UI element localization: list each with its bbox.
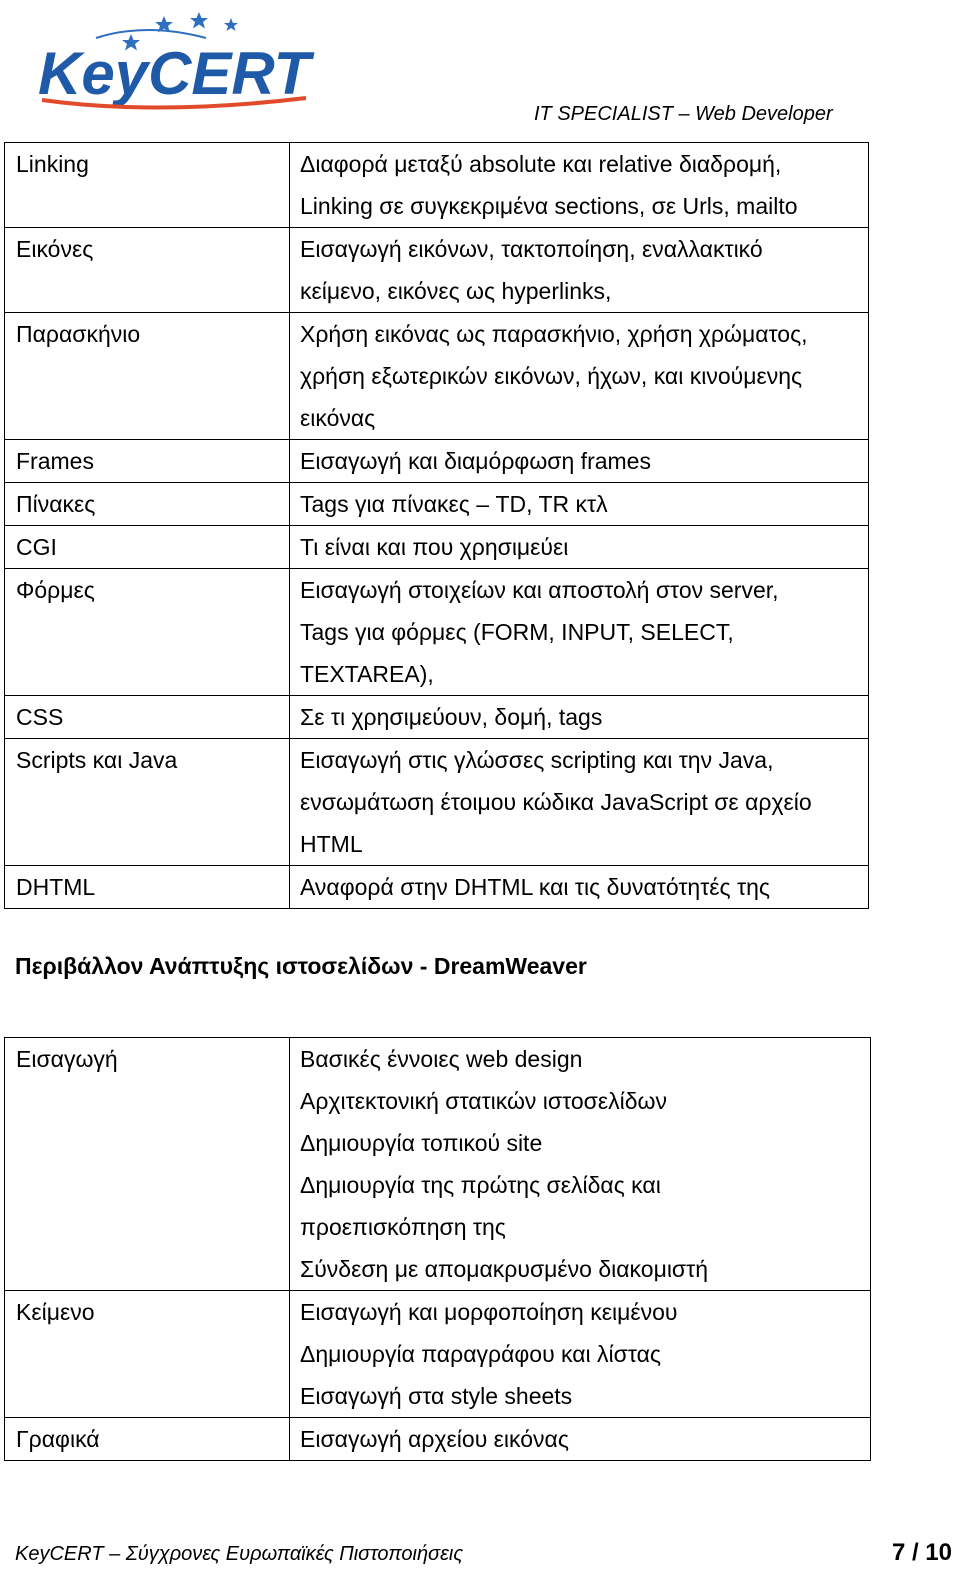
topic-cell: Παρασκήνιο xyxy=(5,313,290,440)
description-cell xyxy=(290,1038,871,1291)
syllabus-table-html xyxy=(4,142,869,909)
page-number: 7 / 10 xyxy=(891,1539,952,1566)
topic-cell: Εικόνες xyxy=(5,228,290,313)
description-line: Εισαγωγή εικόνων, τακτοποίηση, εναλλακτικό xyxy=(300,236,763,262)
table-row xyxy=(5,1038,871,1291)
table-row xyxy=(5,866,869,909)
description-line: Linking σε συγκεκριμένα sections, σε Urls, mailto xyxy=(300,193,798,219)
topic-cell: CGI xyxy=(5,526,290,569)
description-cell xyxy=(290,483,869,526)
description-line: Αρχιτεκτονική στατικών ιστοσελίδων xyxy=(300,1088,667,1114)
description-line: Διαφορά μεταξύ absolute και relative διαδρομή, xyxy=(300,151,782,177)
description-line: Χρήση εικόνας ως παρασκήνιο, χρήση χρώματος, xyxy=(300,321,808,347)
description-line: Τι είναι και που χρησιμεύει xyxy=(300,534,569,560)
table-row xyxy=(5,696,869,739)
table-row xyxy=(5,569,869,696)
description-line: Tags για πίνακες – TD, TR κτλ xyxy=(300,491,608,517)
description-line: Βασικές έννοιες web design xyxy=(300,1046,583,1072)
table-row xyxy=(5,228,869,313)
description-cell xyxy=(290,143,869,228)
keycert-logo xyxy=(36,8,316,112)
description-line: Σε τι χρησιμεύουν, δομή, tags xyxy=(300,704,603,730)
table-row xyxy=(5,1291,871,1418)
description-line: HTML xyxy=(300,831,363,857)
description-line: Δημιουργία τοπικού site xyxy=(300,1130,543,1156)
description-cell xyxy=(290,228,869,313)
description-line: Δημιουργία παραγράφου και λίστας xyxy=(300,1341,662,1367)
description-line: ενσωμάτωση έτοιμου κώδικα JavaScript σε αρχείο xyxy=(300,789,812,815)
description-line: εικόνας xyxy=(300,405,376,431)
topic-cell: Frames xyxy=(5,440,290,483)
description-line: TEXTAREA), xyxy=(300,661,434,687)
description-line: Tags για φόρμες (FORM, INPUT, SELECT, xyxy=(300,619,734,645)
table-row xyxy=(5,526,869,569)
keycert-logo-graphic xyxy=(36,8,316,112)
table-row xyxy=(5,143,869,228)
section-heading: Περιβάλλον Ανάπτυξης ιστοσελίδων - DreamWeaver xyxy=(15,953,587,979)
topic-cell: Κείμενο xyxy=(5,1291,290,1418)
topic-cell: DHTML xyxy=(5,866,290,909)
topic-cell: Linking xyxy=(5,143,290,228)
description-line: Εισαγωγή στα style sheets xyxy=(300,1383,573,1409)
description-cell xyxy=(290,526,869,569)
description-cell xyxy=(290,866,869,909)
table-row xyxy=(5,1418,871,1461)
description-cell xyxy=(290,569,869,696)
description-cell xyxy=(290,696,869,739)
topic-cell: Φόρμες xyxy=(5,569,290,696)
footer-text: KeyCERT – Σύγχρονες Ευρωπαϊκές Πιστοποιήσεις xyxy=(15,1543,464,1565)
description-line: Αναφορά στην DHTML και τις δυνατότητές της xyxy=(300,874,770,900)
table-row xyxy=(5,483,869,526)
description-line: Εισαγωγή και μορφοποίηση κειμένου xyxy=(300,1299,678,1325)
table-row xyxy=(5,440,869,483)
description-line: Εισαγωγή στις γλώσσες scripting και την Java, xyxy=(300,747,774,773)
table-row xyxy=(5,313,869,440)
topic-cell: Πίνακες xyxy=(5,483,290,526)
header-subtitle: IT SPECIALIST – Web Developer xyxy=(534,103,833,125)
description-cell xyxy=(290,1291,871,1418)
table-row xyxy=(5,739,869,866)
description-line: Εισαγωγή στοιχείων και αποστολή στον server, xyxy=(300,577,779,603)
topic-cell: Εισαγωγή xyxy=(5,1038,290,1291)
syllabus-table-dreamweaver xyxy=(4,1037,871,1461)
topic-cell: Γραφικά xyxy=(5,1418,290,1461)
description-line: Δημιουργία της πρώτης σελίδας και xyxy=(300,1172,661,1198)
description-line: Εισαγωγή και διαμόρφωση frames xyxy=(300,448,651,474)
topic-cell: Scripts και Java xyxy=(5,739,290,866)
description-line: Σύνδεση με απομακρυσμένο διακομιστή xyxy=(300,1256,709,1282)
description-cell xyxy=(290,313,869,440)
description-line: χρήση εξωτερικών εικόνων, ήχων, και κινούμενης xyxy=(300,363,803,389)
description-line: Εισαγωγή αρχείου εικόνας xyxy=(300,1426,569,1452)
description-cell xyxy=(290,739,869,866)
description-line: προεπισκόπηση της xyxy=(300,1214,506,1240)
logo-wordmark: KeyCERT xyxy=(38,40,311,107)
description-line: κείμενο, εικόνες ως hyperlinks, xyxy=(300,278,612,304)
description-cell xyxy=(290,440,869,483)
topic-cell: CSS xyxy=(5,696,290,739)
description-cell xyxy=(290,1418,871,1461)
